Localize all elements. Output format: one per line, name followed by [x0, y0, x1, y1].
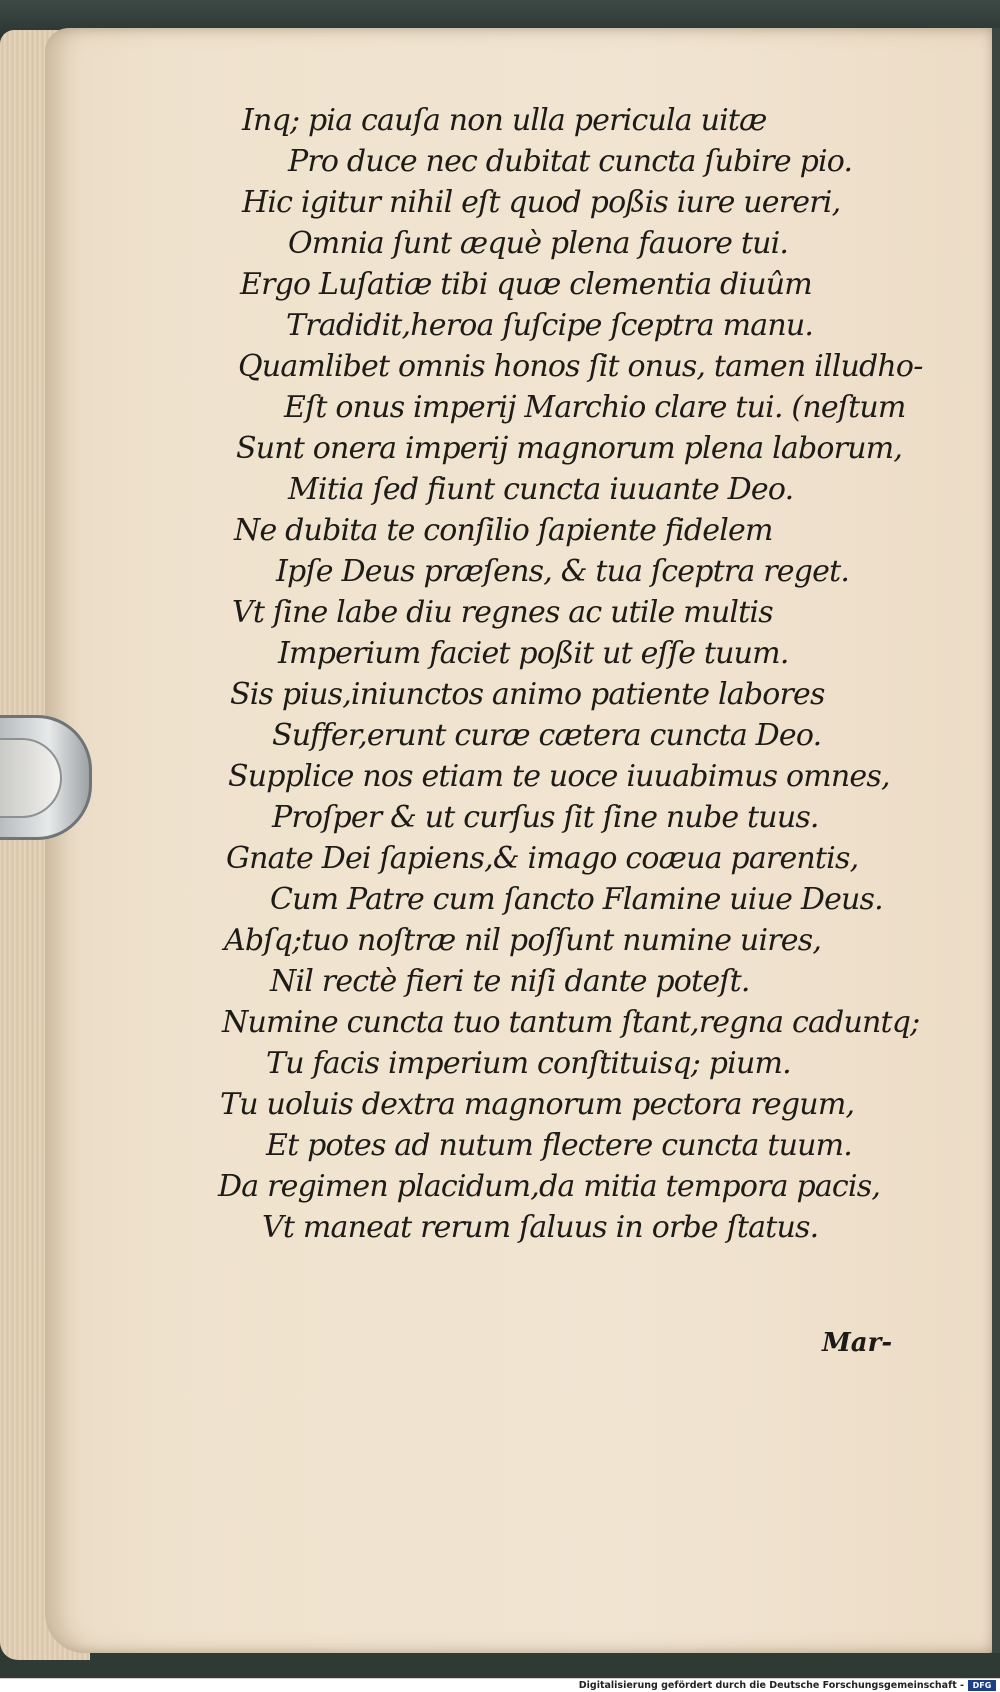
text-line: Ne dubita te conſilio ſapiente fidelem — [234, 513, 773, 548]
text-line: Vt maneat rerum ſaluus in orbe ſtatus. — [262, 1210, 819, 1245]
text-line: Ipſe Deus præſens, & tua ſceptra reget. — [276, 554, 850, 589]
text-line: Suffer,erunt curæ cætera cuncta Deo. — [272, 718, 822, 753]
text-line: Omnia ſunt æquè plena fauore tui. — [288, 226, 789, 261]
text-line: Imperium faciet poßit ut eſſe tuum. — [278, 636, 789, 671]
text-line: Proſper & ut curſus ſit ſine nube tuus. — [272, 800, 819, 835]
text-line: Gnate Dei ſapiens,& imago coæua parentis, — [226, 841, 859, 876]
text-line: Ergo Luſatiæ tibi quæ clementia diuûm — [240, 267, 812, 302]
dfg-logo-icon: DFG — [968, 1680, 996, 1691]
text-line: Nil rectè fieri te niſi dante poteſt. — [270, 964, 750, 999]
footer-credit: Digitalisierung gefördert durch die Deutsche Forschungsgemeinschaft - — [578, 1680, 964, 1691]
text-line: Sunt onera imperij magnorum plena laborum, — [236, 431, 903, 466]
text-line: Sis pius,iniunctos animo patiente labores — [230, 677, 825, 712]
text-line: Quamlibet omnis honos ſit onus, tamen illudho- — [238, 349, 923, 384]
text-line: Abſq;tuo noſtræ nil poſſunt numine uires, — [224, 923, 822, 958]
text-line: Tradidit,heroa ſuſcipe ſceptra manu. — [286, 308, 814, 343]
text-line: Numine cuncta tuo tantum ſtant,regna caduntq; — [222, 1005, 920, 1040]
text-line: Tu facis imperium conſtituisq; pium. — [266, 1046, 791, 1081]
text-line: Et potes ad nutum flectere cuncta tuum. — [266, 1128, 853, 1163]
text-line: Tu uoluis dextra magnorum pectora regum, — [220, 1087, 855, 1122]
text-line: Hic igitur nihil eſt quod poßis iure uereri, — [242, 185, 841, 220]
digitization-footer — [0, 1678, 1000, 1692]
text-line: Eſt onus imperij Marchio clare tui. (neſtum — [284, 390, 906, 425]
text-line: Mitia ſed fiunt cuncta iuuante Deo. — [288, 472, 794, 507]
text-line: Da regimen placidum,da mitia tempora pacis, — [218, 1169, 881, 1204]
text-line: Cum Patre cum ſancto Flamine uiue Deus. — [270, 882, 883, 917]
text-line: Supplice nos etiam te uoce iuuabimus omnes, — [228, 759, 890, 794]
text-line: Pro duce nec dubitat cuncta ſubire pio. — [288, 144, 853, 179]
catchword: Mar- — [822, 1328, 893, 1358]
text-line: Inq; pia cauſa non ulla pericula uitæ — [242, 103, 767, 138]
text-line: Vt ſine labe diu regnes ac utile multis — [232, 595, 773, 630]
